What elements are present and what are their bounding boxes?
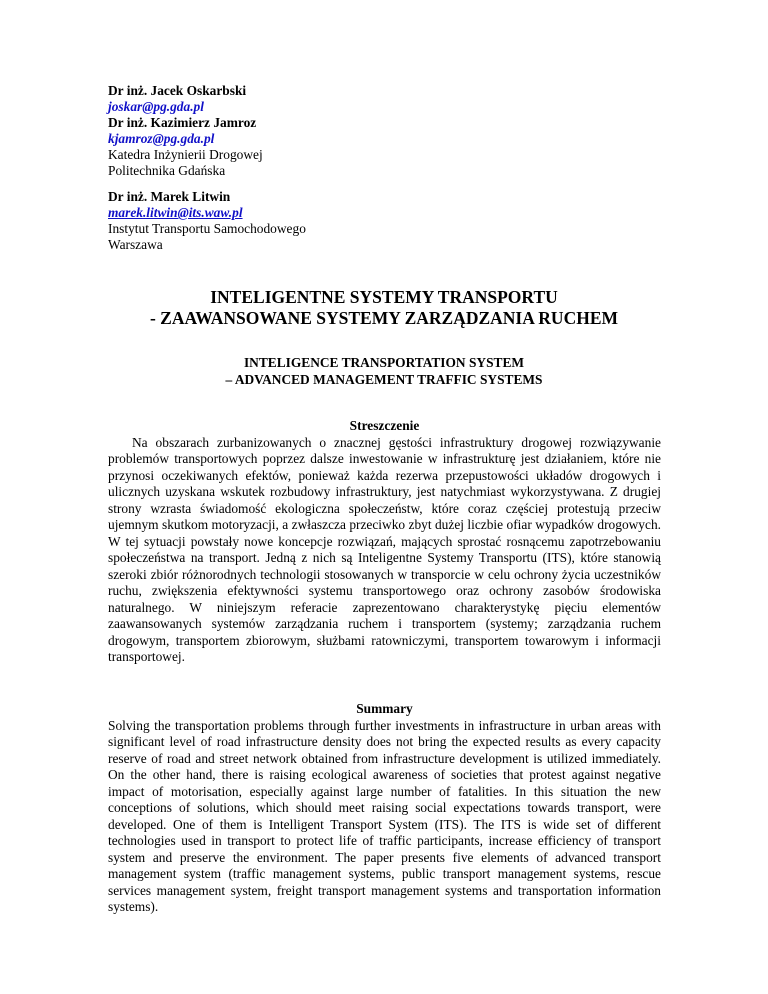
paper-title <box>60 287 708 329</box>
abstract-text: Solving the transportation problems through further investments in infrastructure in urban areas with significant level of road infrastructure density does not bring the expected results as every capacity reserve of road and street network obtained from infrastructure development is utilized immediately. On the other hand, there is raising ecological awareness of societies that protest against negative impact of motorisation, especially against large number of fatalities. In this situation the new conceptions of solutions, which should meet raising social expectations towards transport, were developed. One of them is Intelligent Transport System (ITS). The ITS is wide set of different technologies used in transport to protect life of traffic participants, increase efficiency of transport system and preserve the environment. The paper presents five elements of advanced transport management system (traffic management systems, public transport management systems, rescue services management system, freight transport management systems and transportation information systems). <box>108 717 661 914</box>
spacer <box>108 179 608 189</box>
abstract-text: Na obszarach zurbanizowanych o znacznej gęstości infrastruktury drogowej rozwiązywanie problemów transportowych poprzez dalsze inwestowanie w infrastrukturę jest działaniem, które nie przynosi oczekiwanych efektów, ponieważ każda rezerwa przepustowości układów drogowych i ulicznych uzyskana wskutek rozbudowy infrastruktury, jest natychmiast wykorzystywana. Z drugiej strony wzrasta świadomość ekologiczna społeczeństw, które coraz częściej protestują przeciw ujemnym skutkom motoryzacji, a zwłaszcza przeciwko zbyt dużej liczbie ofiar wypadków drogowych. W tej sytuacji powstały nowe koncepcje rozwiązań, mających sprostać rosnącemu zapotrzebowaniu społeczeństwa na transport. Jedną z nich są Inteligentne Systemy Transportu (ITS), które stanowią szeroki zbiór różnorodnych technologii stosowanych w transporcie w celu ochrony życia uczestników ruchu, zwiększenia efektywności systemu transportowego oraz ochrony zasobów środowiska naturalnego. W niniejszym referacie zaprezentowano charakterystykę pięciu elementów zaawansowanych systemów zarządzania ruchem i transportem (systemy; zarządzania ruchem drogowym, transportem zbiorowym, służbami ratowniczymi, transportem towarowym i informacji transportowej. <box>108 434 661 664</box>
author-name: Dr inż. Jacek Oskarbski <box>108 83 247 98</box>
subtitle-line: INTELIGENCE TRANSPORTATION SYSTEM <box>243 355 525 370</box>
author-email-link[interactable]: joskar@pg.gda.pl <box>108 99 204 114</box>
affiliation-line: Warszawa <box>108 237 163 252</box>
author-name: Dr inż. Marek Litwin <box>108 189 231 204</box>
author-email-link[interactable]: marek.litwin@its.waw.pl <box>108 205 243 220</box>
affiliation-line: Politechnika Gdańska <box>108 163 226 178</box>
abstract-english <box>108 701 661 916</box>
abstract-heading: Streszczenie <box>349 418 420 433</box>
affiliation-line: Instytut Transportu Samochodowego <box>108 221 306 236</box>
abstract-polish <box>108 418 661 666</box>
title-line: - ZAAWANSOWANE SYSTEMY ZARZĄDZANIA RUCHEM <box>149 308 619 328</box>
abstract-heading: Summary <box>356 701 413 716</box>
title-line: INTELIGENTNE SYSTEMY TRANSPORTU <box>210 287 558 307</box>
authors-block <box>108 83 608 253</box>
author-email-link[interactable]: kjamroz@pg.gda.pl <box>108 131 215 146</box>
affiliation-line: Katedra Inżynierii Drogowej <box>108 147 263 162</box>
author-name: Dr inż. Kazimierz Jamroz <box>108 115 257 130</box>
paper-subtitle <box>60 355 708 388</box>
subtitle-line: – ADVANCED MANAGEMENT TRAFFIC SYSTEMS <box>225 371 543 387</box>
